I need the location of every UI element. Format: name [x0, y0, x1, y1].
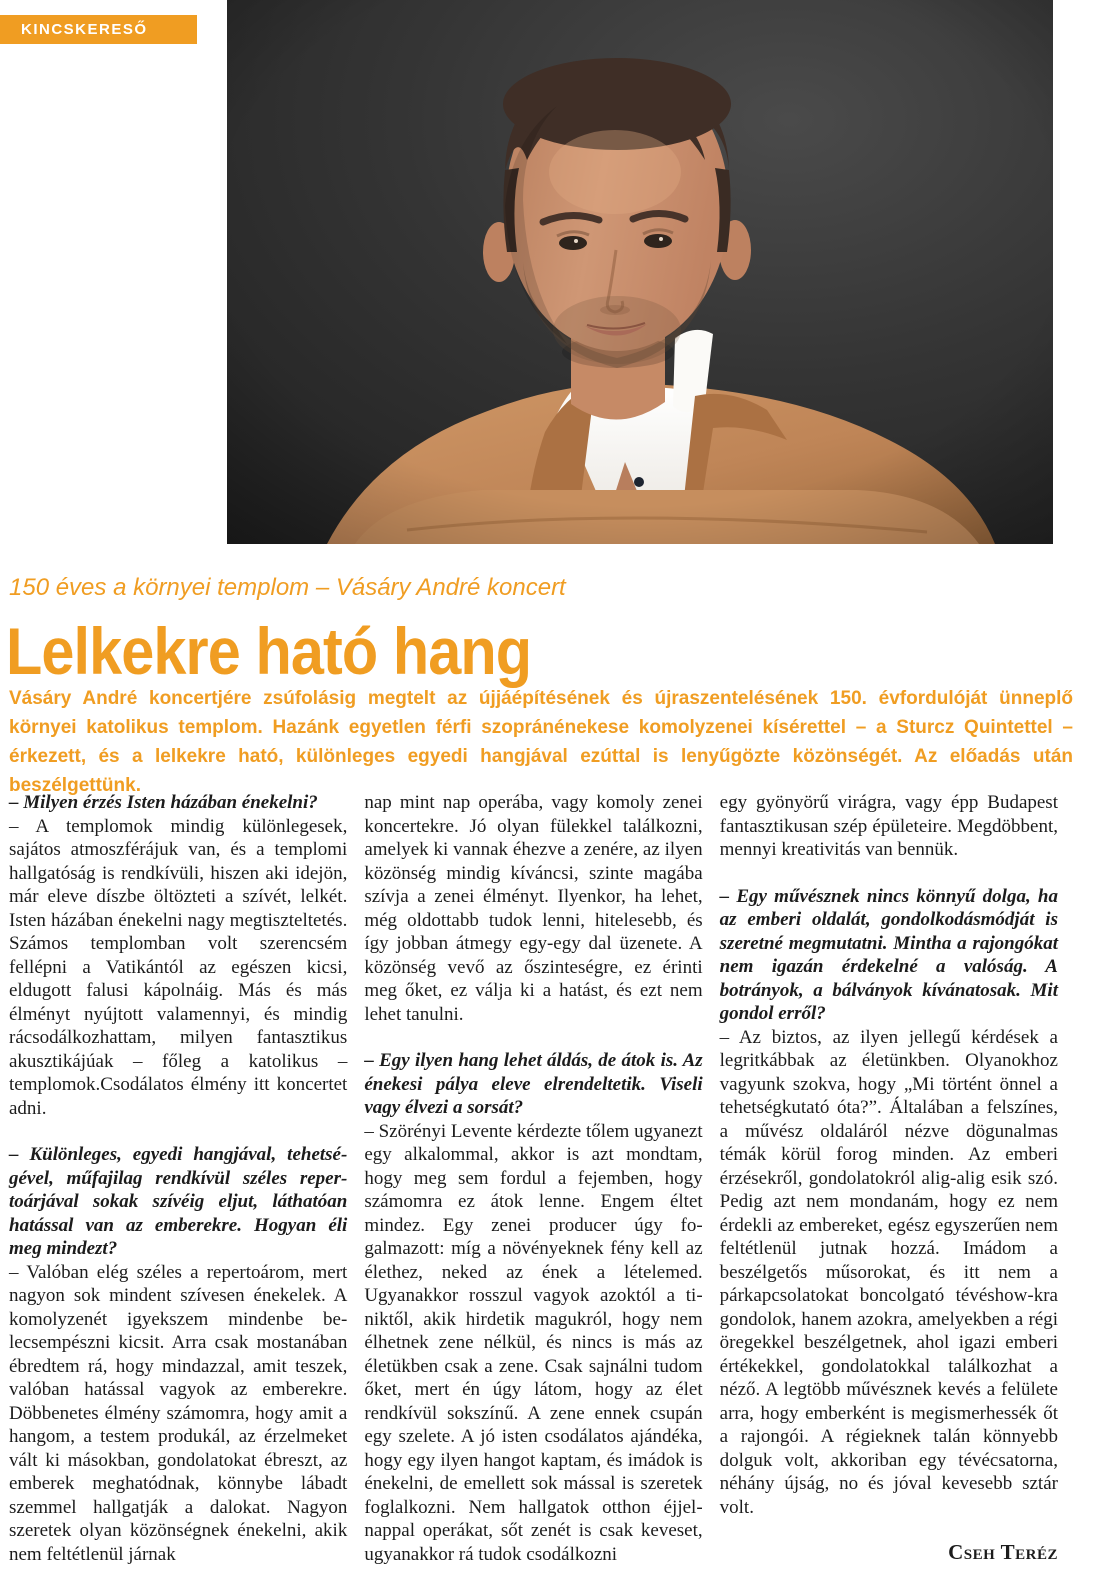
- section-tag: [0, 15, 197, 44]
- article-headline: Lelkekre ható hang: [6, 614, 532, 688]
- article-column-3: [720, 791, 1058, 1566]
- article-signature: Cseh Teréz: [948, 1540, 1058, 1564]
- portrait-photo: [227, 0, 1053, 544]
- article-column-1: [9, 791, 347, 1566]
- article-answer: – Valóban elég széles a repertoárom, mert nagyon sok mindent szívesen énekelek. A komolyzenét igyekszem mindenbe belecsempészni kicsit. Arra csak mostanában ébredtem rá, hogy mindazzal, amit teszek, valóban hatással vagyok az emberekre. Döbbenetes élmény számomra, hogy amit a hangom, a testem produkál, az érzelmeket vált ki másokban, gondolatokat ébreszt, az emberek meghatódnak, könnybe lábadt szemmel hallgatják a dalokat. Nagyon szeretek olyan közönségnek énekelni, akik nem feltétlenül járnak: [9, 1261, 348, 1565]
- article-question: – Milyen érzés Isten házában énekelni?: [9, 792, 318, 813]
- article-question: – Különleges, egyedi hangjával, tehetségével, műfajilag rendkívül széles repertoárjával sokak szívéig eljut, láthatóan hatással van az emberekre. Hogyan éli meg mindezt?: [9, 1144, 348, 1259]
- article-answer: – A templomok mindig különlegesek, sajátos atmoszférájuk van, és a templomi hallgatóság is rendkívüli, hiszen aki idejön, már eleve díszbe öltözteti a szívét, lelkét. Isten házában énekelni nagy megtiszteltetés. Számos templomban volt szerencsém fellépni a Vatikántól az egészen kicsi, eldugott falusi kápolnáig. Más és más élményt nyújtott valamennyi, és mindig rácsodálkozhattam, milyen fantasztikus akusztikájúak – főleg a katolikus – templomok.Csodálatos élmény itt koncertet adni.: [9, 815, 348, 1119]
- article-question: – Egy művésznek nincs könnyű dolga, ha az emberi oldalát, gondolkodásmódját is szeretné megmutatni. Mintha a rajongókat nem igazán érdekelné a valóság. A botrányok, a bálványok kívánatosak. Mit gondol erről?: [719, 885, 1058, 1024]
- article-answer: – Az biztos, az ilyen jellegű kérdések a legritkábbak az életünkben. Olyanokhoz vagyunk szokva, hogy „Mi történt önnel a tehetségkutató óta?”. Általában a felszínes, a művész oldaláról nézve dögunalmas témák körül forog minden. Az emberi érzésekről, gondolatokról alig-alig esik szó. Pedig azt nem mondanám, hogy ez nem érdekli az embereket, egész egyszerűen nem feltétlenül jutnak hozzá. Imádom a beszélgetős műsorokat, és itt nem a párkapcsolatokat boncolgató tévéshow-kra gondolok, hanem azokra, amelyekben a régi öregekkel beszélgetnek, ahol igazi emberi értékekkel, gondolatokkal találkozhat a néző. A legtöbb művésznek kevés a felülete arra, hogy emberként is megismerhessék őt a rajongói. A régieknek talán könnyebb dolguk volt, akkoriban egy tévécsatorna, néhány újság, no és jóval kevesebb sztár volt.: [719, 1026, 1058, 1518]
- article-answer: nap mint nap operába, vagy komoly zenei koncertekre. Jó olyan fülekkel találkozni, amelyek ki vannak éhezve a zenére, az ilyen közönség mindig kíváncsi, szinte magába szívja a zenei élményt. Ilyenkor, ha lehet, még oldottabb tudok lenni, hitelesebb, és így jobban átmegy egy-egy dal üzenete. A közönség vevő az őszinteségre, ez érinti meg őket, ez válja ki a hatást, és ezt nem lehet tanulni.: [364, 792, 703, 1025]
- section-tag-label: KINCSKERESŐ: [21, 21, 148, 38]
- article-answer: – Szörényi Levente kérdezte tőlem ugyanezt egy alkalommal, akkor is azt mondtam, hogy meg sem fordul a fejemben, hogy számomra ez átok lenne. Engem éltet mindez. Egy zenei producer úgy fogalmazott: míg a növényeknek fény kell az élethez, neked az ének a lételemed. Ugyanakkor rosszul vagyok azoktól a tiniktől, akik hirdetik magukról, hogy nem élhetnek zene nélkül, és nincs is más az életükben csak a zene. Csak sajnálni tudom őket, mert én úgy látom, hogy az élet rendkívül sokszínű. A zene ennek csupán egy szelete. A jó isten csodálatos ajándéka, hogy egy ilyen hangot kaptam, és imádok is énekelni, de emellett sok mással is szeretek foglalkozni. Nem hallgatok otthon éjjel-nappal operákat, sőt zenét is csak keveset, ugyanakkor rá tudok csodálkozni: [364, 1120, 703, 1565]
- article-kicker: 150 éves a környei templom – Vásáry André koncert: [9, 574, 566, 601]
- article-lead: Vásáry André koncertjére zsúfolásig megtelt az újjáépítésének és újraszentelésének 150. évfordulóját ünneplő környei katolikus templom. Hazánk egyetlen férfi szopránénekese komolyzenei kísérettel – a Sturcz Quintettel – érkezett, és a lelkekre ható, különleges egyedi hangjával ezúttal is lenyűgözte közönségét. Az előadás után beszélgettünk.: [9, 688, 1073, 796]
- article-question: – Egy ilyen hang lehet áldás, de átok is. Az énekesi pálya eleve elrendeltetik. Viseli vagy élvezi a sorsát?: [364, 1050, 703, 1118]
- article-column-2: [364, 791, 702, 1566]
- portrait-photo-illustration: [227, 0, 1053, 544]
- article-columns: [9, 791, 1058, 1566]
- article-answer: egy gyönyörű virágra, vagy épp Budapest fantasztikusan szép épületeire. Megdöbbent, mennyi kreativitás van bennük.: [719, 792, 1058, 860]
